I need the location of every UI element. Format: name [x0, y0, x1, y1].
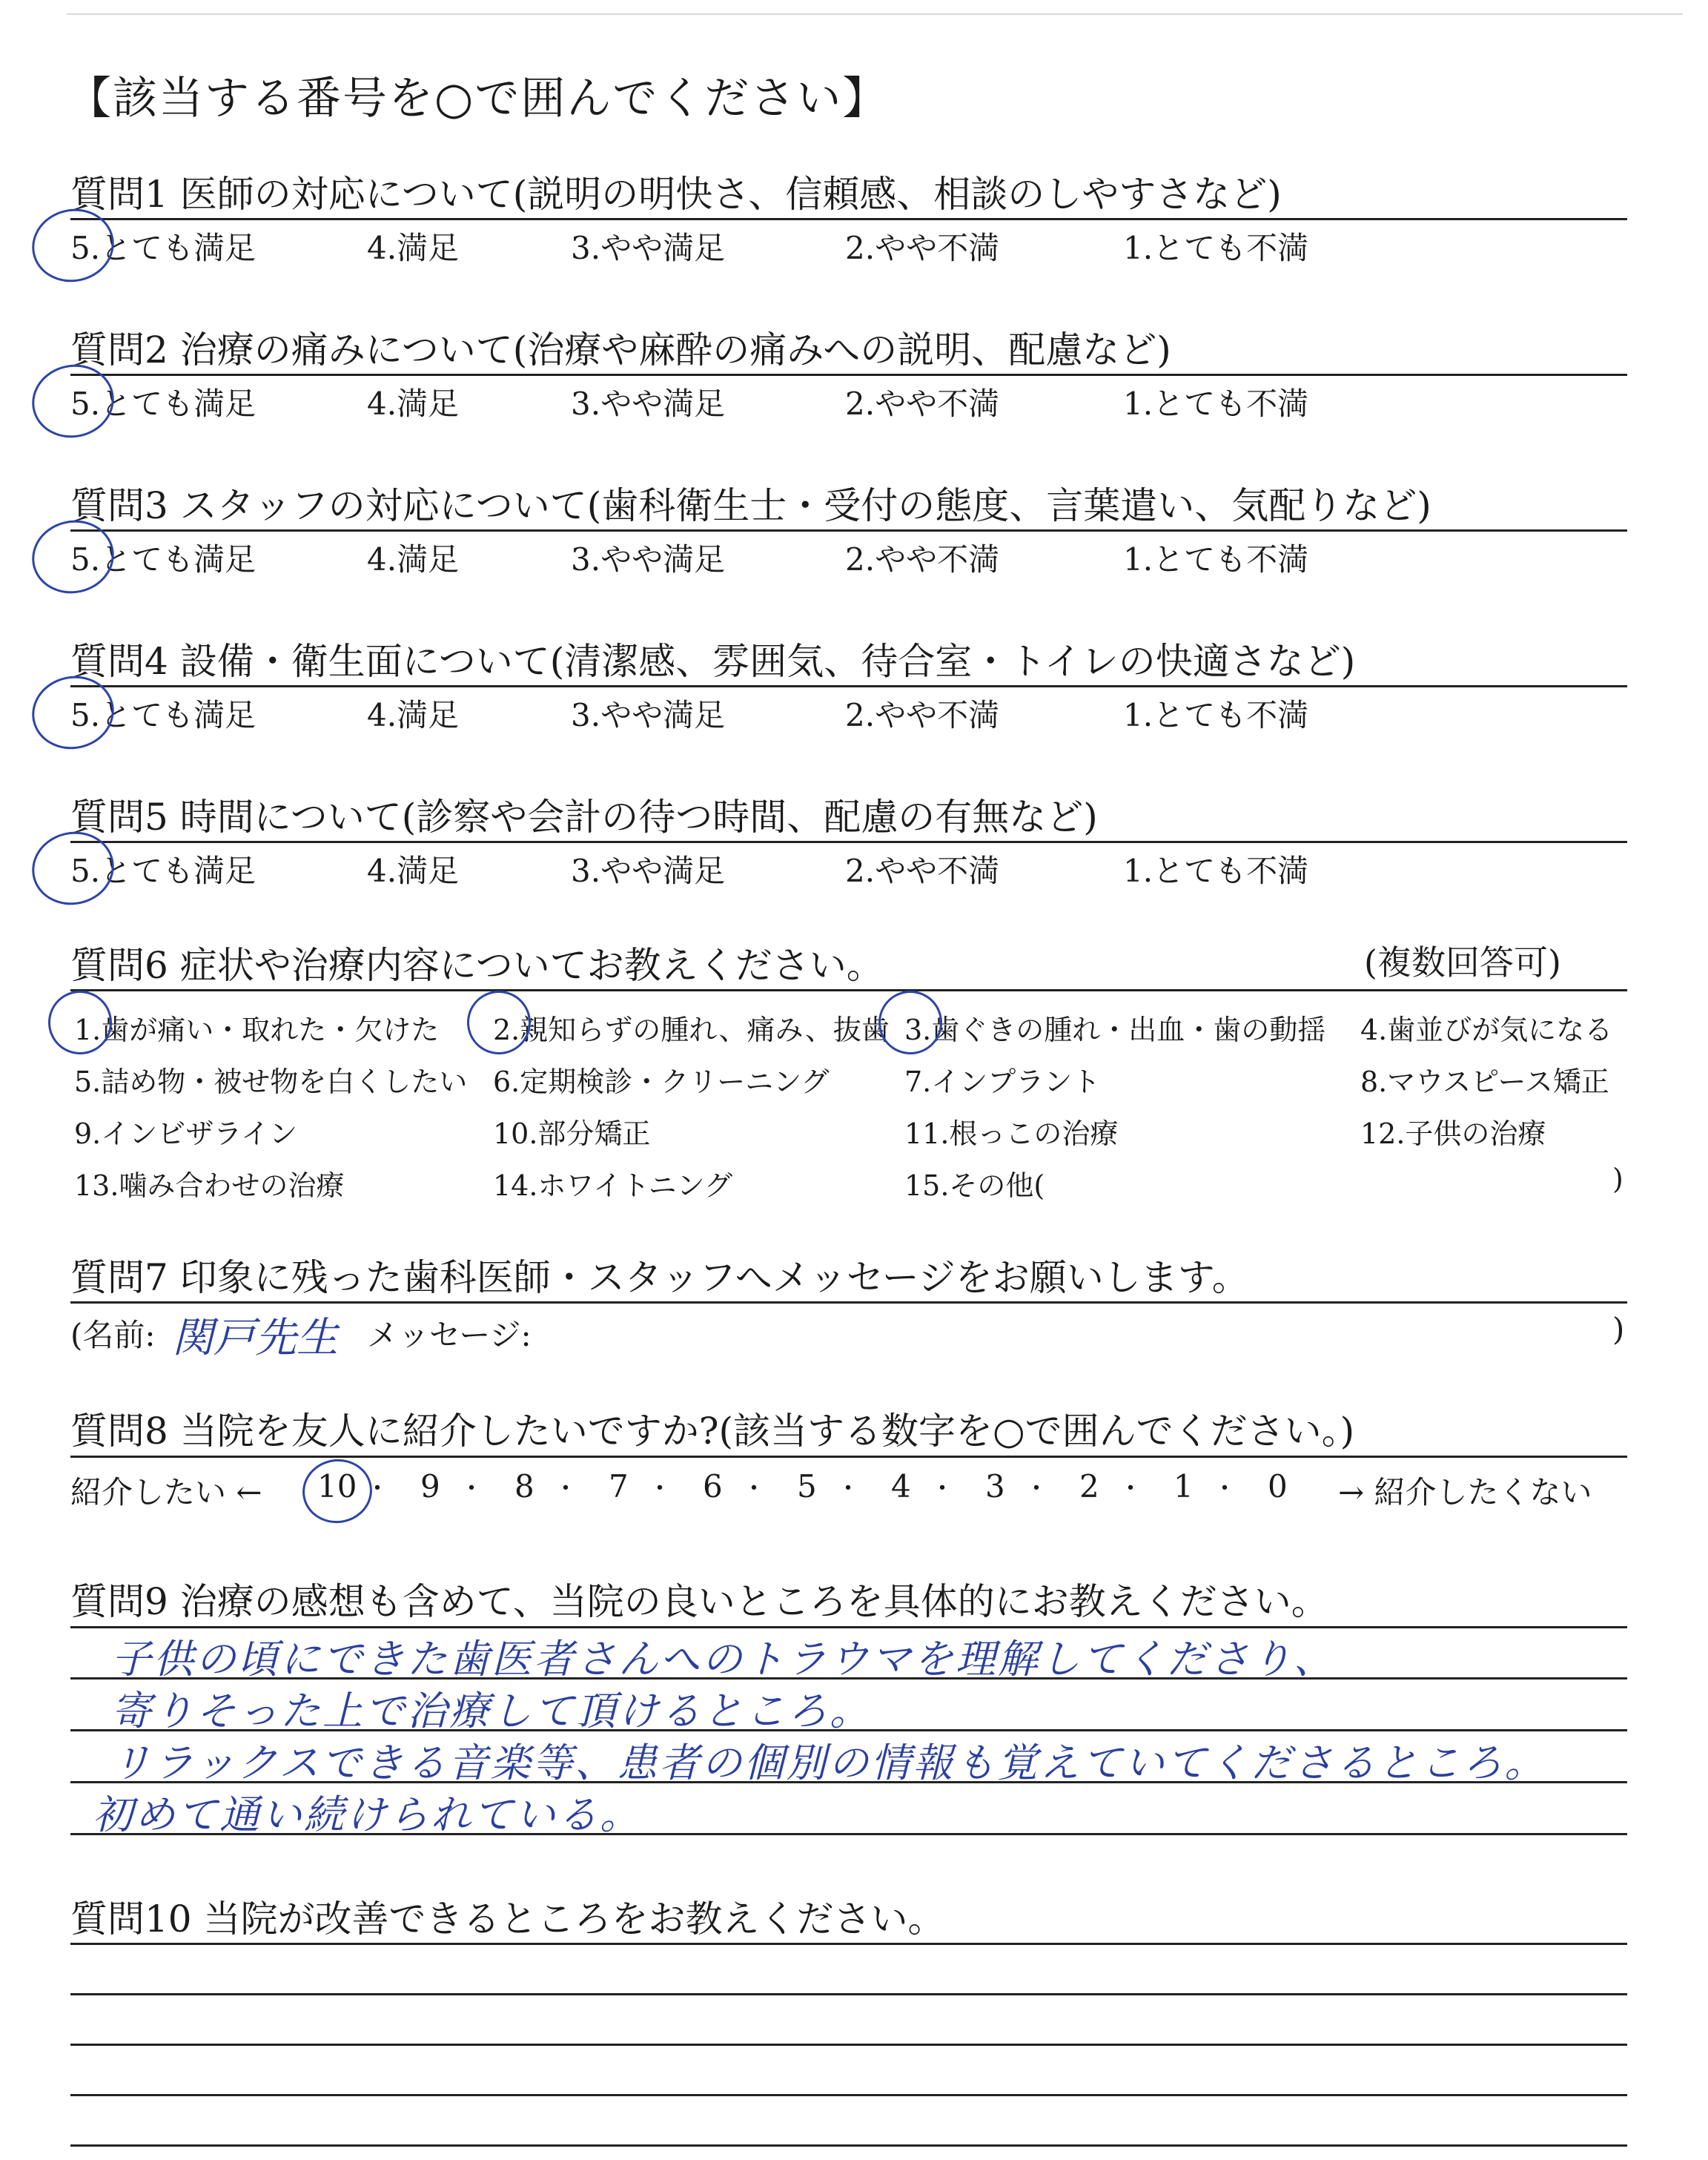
- q8-separator: ・: [365, 1474, 390, 1504]
- q5-rule: [70, 841, 1627, 843]
- q3-option-3[interactable]: 3.やや満足: [571, 541, 726, 578]
- q2-label: 質問2 治療の痛みについて(治療や麻酔の痛みへの説明、配慮など): [70, 328, 1171, 371]
- q4-option-1[interactable]: 1.とても不満: [1123, 697, 1309, 733]
- q6-option-4[interactable]: 4.歯並びが気になる: [1360, 1014, 1613, 1046]
- q4-label: 質問4 設備・衛生面について(清潔感、雰囲気、待合室・トイレの快適さなど): [70, 640, 1356, 683]
- q1-option-1[interactable]: 1.とても不満: [1123, 230, 1309, 266]
- q6-other-close: ): [1612, 1163, 1623, 1195]
- q10-label: 質問10 当院が改善できるところをお教えください。: [70, 1898, 945, 1941]
- q6-option-12[interactable]: 12.子供の治療: [1360, 1117, 1546, 1150]
- q6-option-14[interactable]: 14.ホワイトニング: [493, 1169, 733, 1202]
- q9-answer-line-1[interactable]: 子供の頃にできた歯医者さんへのトラウマを理解してくださり、: [111, 1636, 1336, 1682]
- q6-answer-circle-2: [462, 985, 536, 1060]
- page-title: 【該当する番号を○で囲んでください】: [67, 73, 889, 125]
- q6-note: (複数回答可): [1364, 942, 1561, 982]
- q8-separator: ・: [459, 1474, 484, 1504]
- q6-option-3[interactable]: 3.歯ぐきの腫れ・出血・歯の動揺: [904, 1014, 1326, 1046]
- q8-label: 質問8 当院を友人に紹介したいですか?(該当する数字を○で囲んでください。): [70, 1410, 1355, 1453]
- q4-option-5[interactable]: 5.とても満足: [70, 697, 256, 733]
- q3-option-4[interactable]: 4.満足: [367, 541, 460, 578]
- q9-label: 質問9 治療の感想も含めて、当院の良いところを具体的にお教えください。: [70, 1580, 1328, 1623]
- q8-rule: [70, 1456, 1627, 1458]
- q3-rule: [70, 529, 1627, 532]
- q10-rule-0: [70, 1943, 1627, 1945]
- q1-label: 質問1 医師の対応について(説明の明快さ、信頼感、相談のしやすさなど): [70, 173, 1282, 216]
- q3-option-2[interactable]: 2.やや不満: [845, 541, 1000, 578]
- q7-rule: [70, 1301, 1627, 1304]
- q6-option-2[interactable]: 2.親知らずの腫れ、痛み、抜歯: [493, 1014, 890, 1046]
- q5-label: 質問5 時間について(診察や会計の待つ時間、配慮の有無など): [70, 796, 1098, 839]
- q6-option-10[interactable]: 10.部分矯正: [493, 1117, 651, 1150]
- q5-option-2[interactable]: 2.やや不満: [845, 853, 1000, 889]
- q7-name-value[interactable]: 関戸先生: [172, 1314, 338, 1362]
- q1-option-2[interactable]: 2.やや不満: [845, 230, 1000, 266]
- q8-separator: ・: [1024, 1474, 1049, 1504]
- q8-separator: ・: [1118, 1474, 1143, 1504]
- q10-rule-2: [70, 2044, 1627, 2046]
- q8-answer-circle: [298, 1455, 376, 1527]
- q2-option-1[interactable]: 1.とても不満: [1123, 386, 1309, 422]
- q6-option-1[interactable]: 1.歯が痛い・取れた・欠けた: [74, 1014, 440, 1046]
- q8-scale-value-8[interactable]: 8: [514, 1468, 534, 1505]
- q6-option-9[interactable]: 9.インビザライン: [74, 1117, 298, 1150]
- q5-option-4[interactable]: 4.満足: [367, 853, 460, 889]
- q5-option-1[interactable]: 1.とても不満: [1123, 853, 1309, 889]
- q8-scale-value-7[interactable]: 7: [609, 1468, 629, 1505]
- q6-answer-circle-3: [873, 985, 947, 1060]
- q4-option-2[interactable]: 2.やや不満: [845, 697, 1000, 733]
- q6-option-6[interactable]: 6.定期検診・クリーニング: [493, 1066, 830, 1098]
- q8-left-label: 紹介したい ←: [70, 1474, 262, 1510]
- q5-option-3[interactable]: 3.やや満足: [571, 853, 726, 889]
- q10-rule-4: [70, 2144, 1627, 2147]
- q8-separator: ・: [741, 1474, 767, 1504]
- q2-option-4[interactable]: 4.満足: [367, 386, 460, 422]
- q6-label: 質問6 症状や治療内容についてお教えください。: [70, 944, 884, 987]
- q10-rule-3: [70, 2094, 1627, 2096]
- q9-answer-line-3[interactable]: リラックスできる音楽等、患者の個別の情報も覚えていてくださるところ。: [111, 1740, 1547, 1786]
- q8-separator: ・: [647, 1474, 672, 1504]
- q6-option-8[interactable]: 8.マウスピース矯正: [1360, 1066, 1609, 1098]
- q1-rule: [70, 218, 1627, 220]
- q8-separator: ・: [1212, 1474, 1237, 1504]
- q8-separator: ・: [835, 1474, 861, 1504]
- q2-option-5[interactable]: 5.とても満足: [70, 386, 256, 422]
- q8-separator: ・: [930, 1474, 955, 1504]
- q3-option-1[interactable]: 1.とても不満: [1123, 541, 1309, 578]
- q3-option-5[interactable]: 5.とても満足: [70, 541, 256, 578]
- q4-option-4[interactable]: 4.満足: [367, 697, 460, 733]
- q3-label: 質問3 スタッフの対応について(歯科衛生士・受付の態度、言葉遣い、気配りなど): [70, 484, 1431, 527]
- q4-rule: [70, 685, 1627, 687]
- q8-scale-value-4[interactable]: 4: [891, 1468, 911, 1505]
- q8-scale-value-3[interactable]: 3: [985, 1468, 1005, 1505]
- q6-option-5[interactable]: 5.詰め物・被せ物を白くしたい: [74, 1066, 468, 1098]
- q8-scale-value-6[interactable]: 6: [703, 1468, 723, 1505]
- q6-option-7[interactable]: 7.インプラント: [904, 1066, 1101, 1098]
- q2-rule: [70, 374, 1627, 376]
- q10-rule-1: [70, 1993, 1627, 1995]
- q7-close: ): [1612, 1311, 1625, 1347]
- q2-option-2[interactable]: 2.やや不満: [845, 386, 1000, 422]
- q1-option-3[interactable]: 3.やや満足: [571, 230, 726, 266]
- q1-option-5[interactable]: 5.とても満足: [70, 230, 256, 266]
- q8-separator: ・: [553, 1474, 578, 1504]
- q6-option-11[interactable]: 11.根っこの治療: [904, 1117, 1119, 1150]
- q1-option-4[interactable]: 4.満足: [367, 230, 460, 266]
- q7-message-label: メッセージ:: [367, 1317, 532, 1353]
- q7-label: 質問7 印象に残った歯科医師・スタッフへメッセージをお願いします。: [70, 1256, 1249, 1299]
- q2-option-3[interactable]: 3.やや満足: [571, 386, 726, 422]
- q8-scale-value-9[interactable]: 9: [420, 1468, 440, 1505]
- q6-option-13[interactable]: 13.噛み合わせの治療: [74, 1169, 345, 1202]
- q6-rule: [70, 989, 1627, 991]
- q9-answer-line-2[interactable]: 寄りそった上で治療して頂けるところ。: [111, 1688, 872, 1734]
- q8-right-label: → 紹介したくない: [1338, 1474, 1592, 1510]
- q8-scale-value-0[interactable]: 0: [1268, 1468, 1288, 1505]
- q8-scale-value-5[interactable]: 5: [797, 1468, 817, 1505]
- q7-name-prefix: (名前:: [70, 1317, 156, 1353]
- top-edge-rule: [67, 13, 1683, 15]
- q8-scale-value-1[interactable]: 1: [1174, 1468, 1194, 1505]
- q8-scale-value-2[interactable]: 2: [1079, 1468, 1099, 1505]
- q6-answer-circle-1: [43, 985, 117, 1060]
- q6-option-15[interactable]: 15.その他(: [904, 1169, 1045, 1202]
- q4-option-3[interactable]: 3.やや満足: [571, 697, 726, 733]
- q8-scale-value-10[interactable]: 10: [317, 1468, 357, 1505]
- q9-answer-line-4[interactable]: 初めて通い続けられている。: [93, 1791, 642, 1838]
- q5-option-5[interactable]: 5.とても満足: [70, 853, 256, 889]
